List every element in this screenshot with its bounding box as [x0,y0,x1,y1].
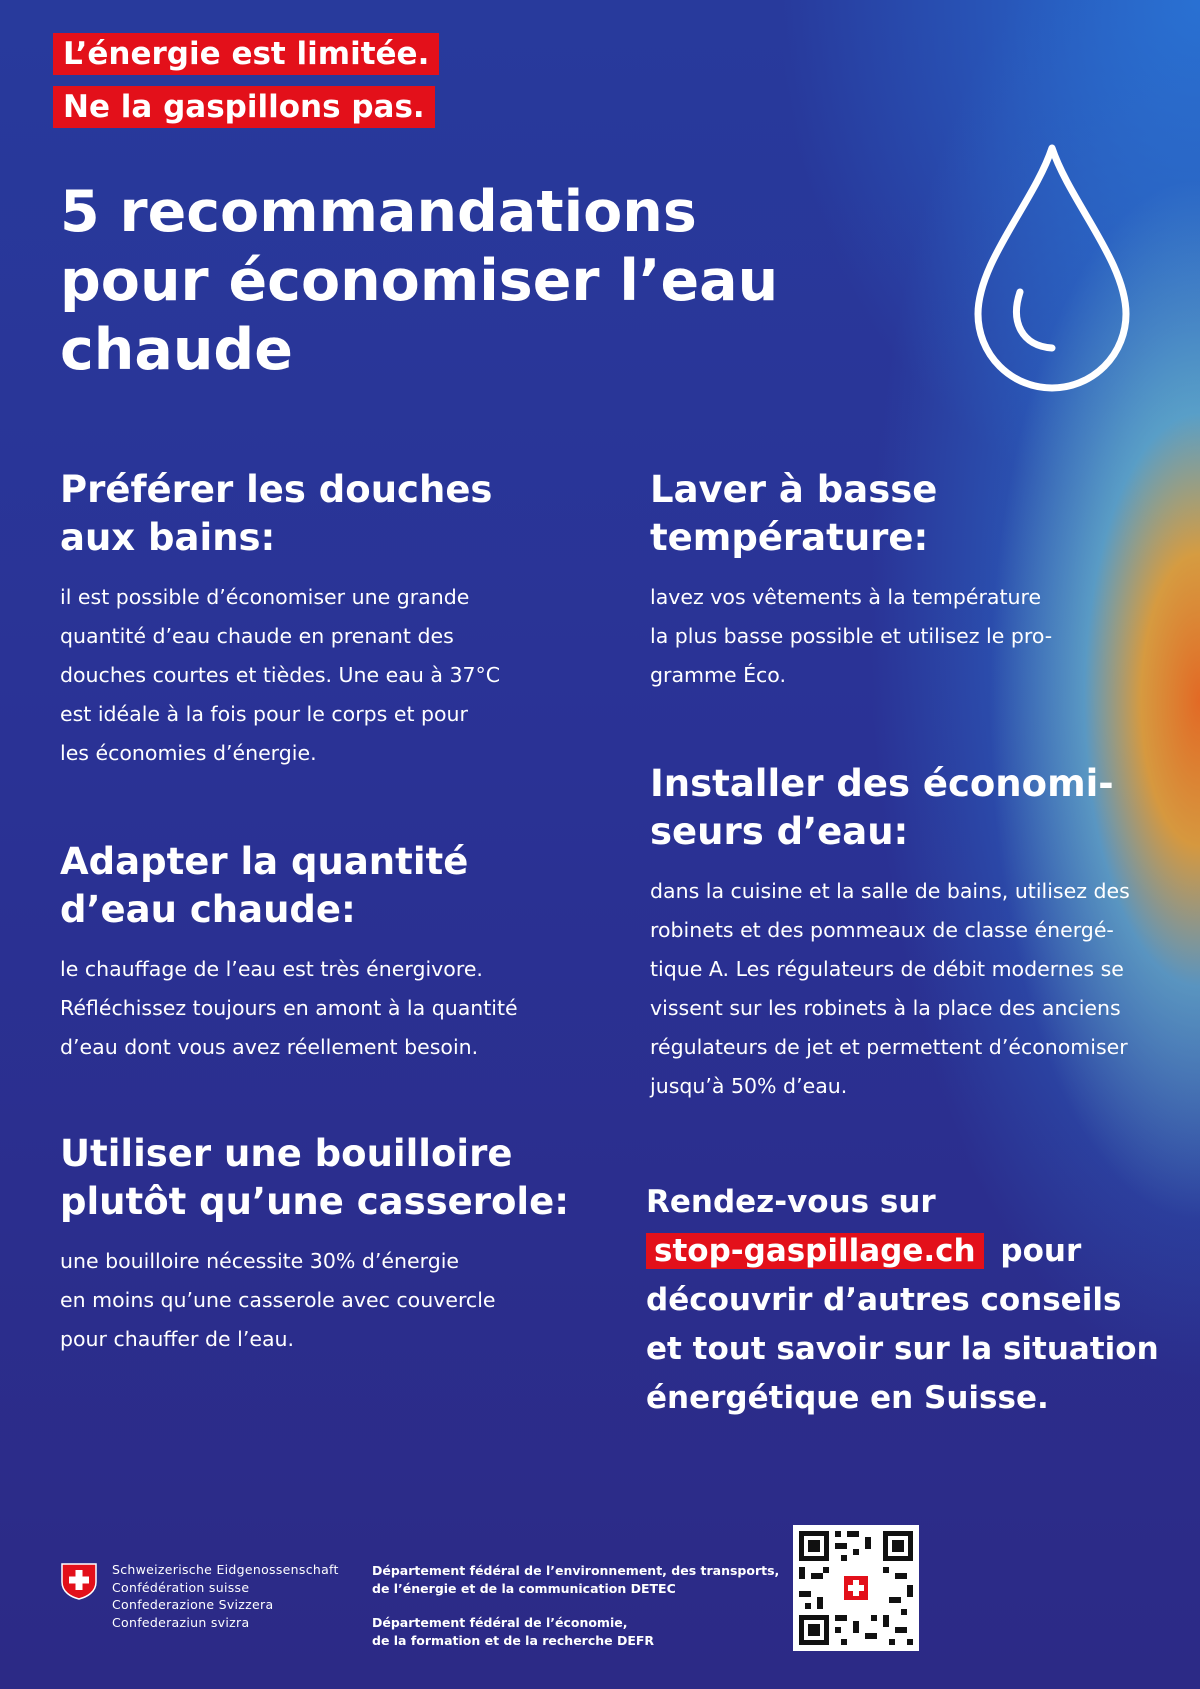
title-line-3: chaude [60,317,293,383]
cta-line-5: énergétique en Suisse. [646,1380,1049,1416]
tip-heading [60,466,580,562]
tip-heading-line: Installer des économi- [650,762,1114,805]
confederation-line: Confederaziun svizra [112,1614,250,1630]
tip-heading-line: seurs d’eau: [650,810,909,853]
tip-heading [650,466,1180,562]
swiss-shield-icon [60,1562,98,1600]
tip-heading-line: plutôt qu’une casserole: [60,1180,570,1223]
title-line-1: 5 recommandations [60,179,697,245]
tip-body [60,578,580,773]
tip-heading-line: Préférer les douches [60,468,493,511]
call-to-action [646,1178,1166,1423]
tip-body-line: vissent sur les robinets à la place des anciens [650,996,1121,1020]
tip-heading [60,838,580,934]
tip-body-line: pour chauffer de l’eau. [60,1327,295,1351]
tip-showers [60,466,580,773]
cta-line-1: Rendez-vous sur [646,1184,936,1220]
tip-heading-line: d’eau chaude: [60,888,356,931]
confederation-line: Schweizerische Eidgenossenschaft [112,1562,339,1577]
tip-body [650,872,1180,1106]
tip-body-line: d’eau dont vous avez réellement besoin. [60,1035,479,1059]
tagline-2: Ne la gaspillons pas. [53,86,435,128]
tip-kettle [60,1130,580,1359]
tip-water-savers [650,760,1180,1106]
department-line: de l’énergie et de la communication DETEC [372,1580,676,1596]
page-title [60,178,820,385]
tip-body-line: gramme Éco. [650,663,786,687]
qr-code-icon[interactable] [793,1525,919,1651]
title-line-2: pour économiser l’eau [60,248,779,314]
cta-line-3: découvrir d’autres conseils [646,1282,1122,1318]
tip-body-line: quantité d’eau chaude en prenant des [60,624,454,648]
tip-heading-line: Adapter la quantité [60,840,469,883]
tip-body-line: il est possible d’économiser une grande [60,585,470,609]
tip-body [60,950,580,1067]
tip-heading-line: Utiliser une bouilloire [60,1132,513,1175]
confederation-line: Confédération suisse [112,1579,250,1595]
cta-after-link: pour [1000,1233,1082,1269]
tip-body-line: dans la cuisine et la salle de bains, utilisez des [650,879,1130,903]
cta-line-2 [646,1227,1166,1276]
tip-body [60,1242,580,1359]
stop-gaspillage-link[interactable]: stop-gaspillage.ch [646,1233,984,1269]
cta-line-4: et tout savoir sur la situation [646,1331,1159,1367]
departments [372,1562,779,1649]
tip-body-line: lavez vos vêtements à la température [650,585,1042,609]
tagline-1: L’énergie est limitée. [53,33,439,75]
tip-body-line: Réfléchissez toujours en amont à la quantité [60,996,518,1020]
tip-body-line: la plus basse possible et utilisez le pro- [650,624,1053,648]
tip-heading-line: température: [650,516,929,559]
confederation-names [112,1561,339,1631]
tip-quantity [60,838,580,1067]
footer [0,1520,1200,1689]
tip-body-line: tique A. Les régulateurs de débit modernes se [650,957,1124,981]
tip-body-line: est idéale à la fois pour le corps et pour [60,702,468,726]
department-line: Département fédéral de l’économie, [372,1615,628,1630]
tip-body-line: robinets et des pommeaux de classe énergé- [650,918,1114,942]
tip-body-line: le chauffage de l’eau est très énergivore. [60,957,483,981]
tip-heading-line: Laver à basse [650,468,938,511]
water-drop-icon [970,142,1135,392]
tip-low-temperature [650,466,1180,695]
tip-body-line: une bouilloire nécessite 30% d’énergie [60,1249,460,1273]
tip-heading [60,1130,580,1226]
tip-heading [650,760,1180,856]
tip-body-line: en moins qu’une casserole avec couvercle [60,1288,496,1312]
tip-body-line: douches courtes et tièdes. Une eau à 37°C [60,663,501,687]
department-line: de la formation et de la recherche DEFR [372,1632,655,1648]
tip-body-line: régulateurs de jet et permettent d’économiser [650,1035,1128,1059]
tip-heading-line: aux bains: [60,516,276,559]
department-line: Département fédéral de l’environnement, des transports, [372,1563,780,1578]
tip-body-line: jusqu’à 50% d’eau. [650,1074,848,1098]
confederation-line: Confederazione Svizzera [112,1597,274,1612]
tip-body [650,578,1180,695]
tip-body-line: les économies d’énergie. [60,741,317,765]
